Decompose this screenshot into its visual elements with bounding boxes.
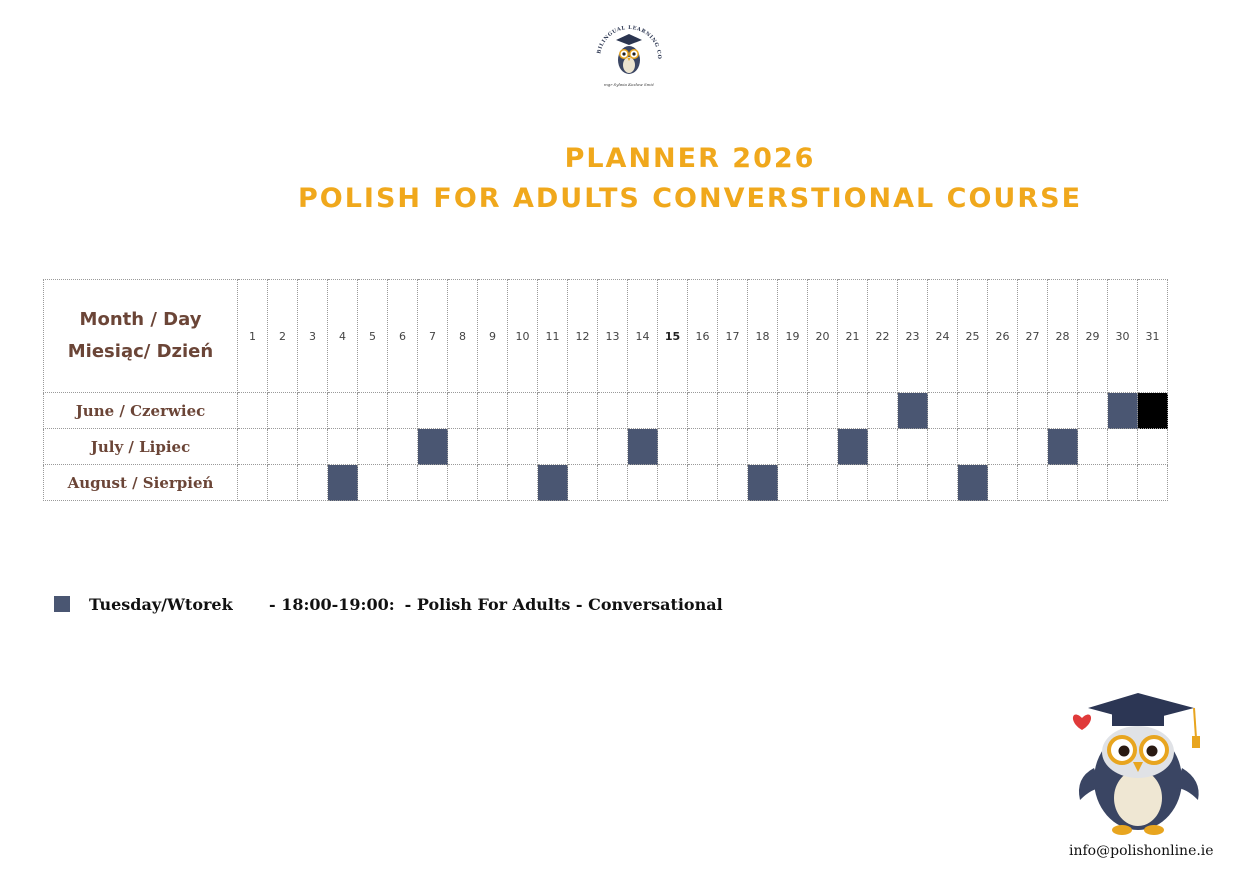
day-header: 30 [1108,280,1138,393]
day-cell [388,393,418,429]
day-cell [1078,393,1108,429]
day-cell [718,465,748,501]
day-cell [748,393,778,429]
class-day-cell [538,465,568,501]
class-day-cell [1108,393,1138,429]
day-header: 7 [418,280,448,393]
day-cell [538,393,568,429]
day-header: 13 [598,280,628,393]
day-cell [238,429,268,465]
legend-course: - Polish For Adults - Conversational [404,594,723,614]
day-cell [358,465,388,501]
day-header: 18 [748,280,778,393]
day-cell [388,429,418,465]
day-header: 15 [658,280,688,393]
day-header: 31 [1138,280,1168,393]
month-row [44,429,1168,465]
day-cell [988,465,1018,501]
day-header: 16 [688,280,718,393]
day-cell [268,465,298,501]
day-header: 12 [568,280,598,393]
day-cell [718,393,748,429]
day-cell [508,393,538,429]
day-header: 23 [898,280,928,393]
day-cell [448,429,478,465]
day-header: 22 [868,280,898,393]
contact-email: info@polishonline.ie [1069,843,1214,859]
day-header: 4 [328,280,358,393]
legend-time: - 18:00-19:00: [269,594,395,614]
day-header: 9 [478,280,508,393]
consultancy-logo [586,18,672,90]
day-cell [868,393,898,429]
day-cell [418,393,448,429]
day-cell [688,465,718,501]
highlighted-day-cell [1138,393,1168,429]
class-day-cell [418,429,448,465]
day-cell [808,393,838,429]
day-cell [568,465,598,501]
day-header: 19 [778,280,808,393]
day-cell [1078,429,1108,465]
day-cell [748,429,778,465]
day-cell [1138,429,1168,465]
day-cell [508,429,538,465]
day-cell [448,393,478,429]
day-cell [808,429,838,465]
day-cell [538,429,568,465]
page-subtitle: POLISH FOR ADULTS CONVERSTIONAL COURSE [297,183,1083,214]
day-cell [928,465,958,501]
day-cell [898,429,928,465]
day-cell [838,393,868,429]
day-cell [568,393,598,429]
day-cell [898,465,928,501]
day-cell [658,465,688,501]
class-day-cell [628,429,658,465]
day-cell [1108,429,1138,465]
day-header: 6 [388,280,418,393]
day-cell [1018,429,1048,465]
day-header: 5 [358,280,388,393]
day-header: 3 [298,280,328,393]
day-cell [268,429,298,465]
day-cell [1078,465,1108,501]
month-label: June / Czerwiec [44,393,238,429]
day-cell [1048,465,1078,501]
day-cell [298,429,328,465]
day-header: 17 [718,280,748,393]
day-cell [1138,465,1168,501]
day-cell [418,465,448,501]
day-cell [508,465,538,501]
header-row [44,280,1168,393]
day-cell [778,465,808,501]
month-row [44,393,1168,429]
legend-swatch [54,596,70,612]
day-cell [388,465,418,501]
day-cell [988,393,1018,429]
day-header: 8 [448,280,478,393]
day-cell [598,393,628,429]
planner-grid [43,279,1168,501]
day-cell [928,393,958,429]
class-day-cell [958,465,988,501]
header-label-pl: Miesiąc/ Dzień [67,341,214,362]
day-cell [358,393,388,429]
day-cell [868,465,898,501]
month-label: July / Lipiec [44,429,238,465]
day-cell [328,393,358,429]
day-header: 14 [628,280,658,393]
class-day-cell [328,465,358,501]
day-header: 10 [508,280,538,393]
day-cell [688,393,718,429]
day-cell [1018,465,1048,501]
logo-tagline: mgr Sylwia Kozłow Smić [603,82,655,87]
day-header: 27 [1018,280,1048,393]
day-header: 1 [238,280,268,393]
day-header: 25 [958,280,988,393]
day-cell [328,429,358,465]
day-cell [268,393,298,429]
day-cell [628,465,658,501]
day-cell [928,429,958,465]
day-cell [988,429,1018,465]
day-cell [448,465,478,501]
owl-mascot-image [1060,688,1210,840]
day-cell [478,429,508,465]
month-label: August / Sierpień [44,465,238,501]
day-cell [838,465,868,501]
day-header: 21 [838,280,868,393]
day-cell [298,393,328,429]
day-cell [628,393,658,429]
day-cell [358,429,388,465]
day-cell [658,393,688,429]
class-day-cell [838,429,868,465]
day-cell [688,429,718,465]
month-row [44,465,1168,501]
day-cell [1048,393,1078,429]
day-cell [718,429,748,465]
day-cell [568,429,598,465]
day-cell [298,465,328,501]
day-cell [238,465,268,501]
day-cell [808,465,838,501]
day-header: 28 [1048,280,1078,393]
day-cell [958,429,988,465]
day-cell [868,429,898,465]
day-cell [478,393,508,429]
day-header: 11 [538,280,568,393]
day-cell [958,393,988,429]
class-day-cell [898,393,928,429]
day-cell [598,429,628,465]
day-cell [778,429,808,465]
day-cell [1108,465,1138,501]
day-header: 29 [1078,280,1108,393]
class-day-cell [1048,429,1078,465]
day-cell [778,393,808,429]
day-cell [238,393,268,429]
day-cell [478,465,508,501]
day-header: 2 [268,280,298,393]
header-label [44,280,238,393]
day-header: 26 [988,280,1018,393]
header-label-en: Month / Day [79,309,202,330]
day-header: 24 [928,280,958,393]
legend [54,594,723,614]
day-cell [1018,393,1048,429]
day-cell [658,429,688,465]
day-cell [598,465,628,501]
day-header: 20 [808,280,838,393]
logo-ring-text: BILINGUAL LEARNING CO [596,24,663,60]
page-title: PLANNER 2026 [564,143,816,174]
class-day-cell [748,465,778,501]
legend-day: Tuesday/Wtorek [89,594,233,614]
